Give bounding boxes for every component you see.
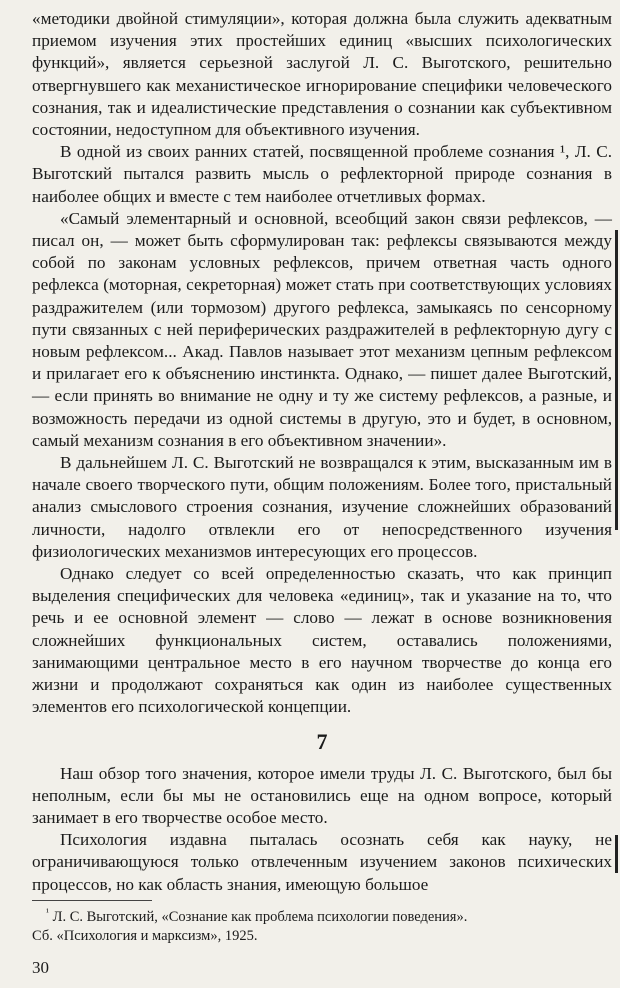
paragraph-2: В одной из своих ранних статей, посвященной проблеме сознания ¹, Л. С. Выготский пытался развить мысль о рефлекторной природе сознания в наиболее общих и вместе с тем наиболее отчетливых формах. (32, 142, 612, 206)
page-number: 30 (32, 958, 49, 977)
footnote-marker: ¹ (46, 907, 49, 919)
footnote-line-1: Л. С. Выготский, «Сознание как проблема психологии поведения». (52, 909, 468, 925)
main-text (32, 8, 612, 896)
section-paragraph-1: Наш обзор того значения, которое имели труды Л. С. Выготского, был бы неполным, если бы мы не остановились еще на одном вопросе, который занимает в его творчестве особое место. (32, 763, 612, 827)
footnote-rule (32, 900, 152, 901)
section-number: 7 (316, 728, 328, 754)
section-paragraph-2: Психология издавна пыталась осознать себя как науку, не ограничивающуюся только отвлеченным изучением законов психических процессов, но как область знания, имеющую большое (32, 830, 612, 894)
paragraph-3-quote: «Самый элементарный и основной, всеобщий закон связи рефлексов, — писал он, — может быть сформулирован так: рефлексы связываются между собой по законам условных рефлексов, причем ответная часть одного рефлекса (моторная, секреторная) может стать при соответствующих условиях раздражителем (или тормозом) другого рефлекса, замыкаясь по сенсорному пути связанных с ней периферических раздражителей в рефлекторную дугу с новым рефлексом... Акад. Павлов называет этот механизм цепным рефлексом и прилагает его к объяснению инстинкта. Однако, — пишет далее Выготский, — если принять во внимание не одну и ту же систему рефлексов, а разные, и возможность передачи из одной системы в другую, это и будет, в основном, самый механизм сознания в его объективном значении». (32, 208, 612, 450)
paragraph-4: В дальнейшем Л. С. Выготский не возвращался к этим, высказанным им в начале своего творческого пути, общим положениям. Более того, пристальный анализ смыслового строения сознания, изучение сложнейших образований личности, надолго отвлекли его от непосредственного изучения физиологических механизмов интересующих его процессов. (32, 453, 612, 561)
footnote (32, 908, 612, 946)
footnote-line-2: Сб. «Психология и марксизм», 1925. (32, 928, 258, 944)
margin-line-mark-2 (615, 835, 618, 873)
paragraph-5: Однако следует со всей определенностью сказать, что как принцип выделения специфических для человека «единиц», так и указание на то, что речь и ее основной элемент — слово — лежат в основе возникновения сложнейших функциональных систем, оставались положениями, занимающими центральное место в его научном творчестве до конца его жизни и продолжают сохраняться как один из наиболее существенных элементов его психологической концепции. (32, 564, 612, 717)
paragraph-1: «методики двойной стимуляции», которая должна была служить адекватным приемом изучения этих простейших единиц «высших психологических функций», является серьезной заслугой Л. С. Выготского, решительно отвергнувшего как механистическое игнорирование специфики человеческого сознания, так и идеалистические представления о сознании как субъективном состоянии, недоступном для объективного изучения. (32, 9, 612, 140)
margin-line-mark (615, 230, 618, 530)
